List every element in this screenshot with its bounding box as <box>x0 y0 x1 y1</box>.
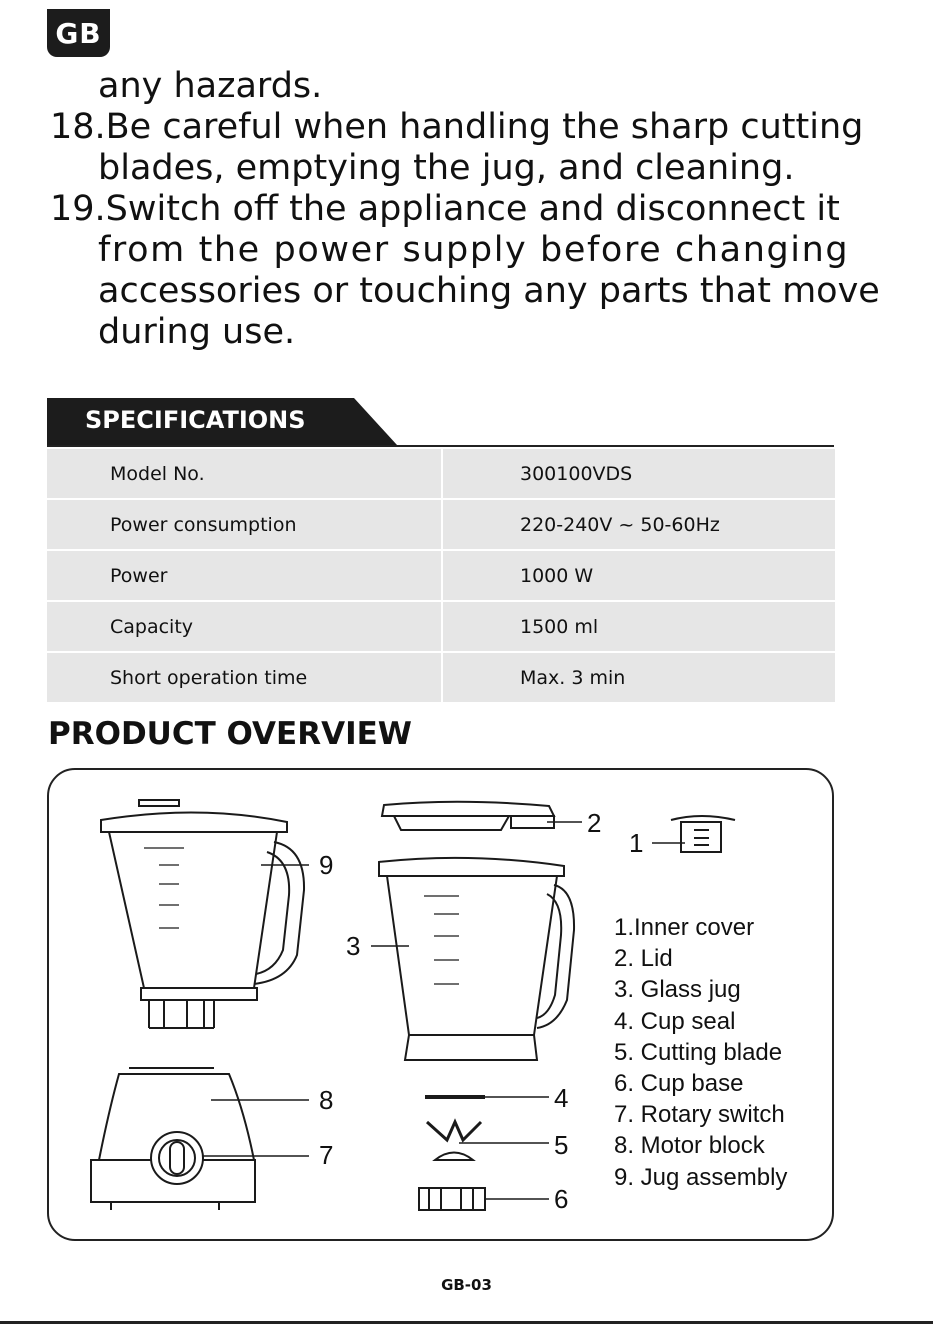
page-number: GB-03 <box>441 1276 492 1294</box>
spec-value: 300100VDS <box>443 449 835 498</box>
safety-line: during use. <box>98 312 296 352</box>
spec-label: Capacity <box>47 602 443 651</box>
specifications-header <box>47 398 834 448</box>
callout-8: 8 <box>319 1085 334 1115</box>
spec-label: Power <box>47 551 443 600</box>
callout-1: 1 <box>629 828 644 858</box>
legend-item: 7. Rotary switch <box>614 1101 785 1129</box>
spec-label: Model No. <box>47 449 443 498</box>
product-diagram <box>47 768 834 1241</box>
spec-value: Max. 3 min <box>443 653 835 702</box>
safety-line: accessories or touching any parts that move <box>98 271 880 311</box>
legend-item: 8. Motor block <box>614 1132 765 1160</box>
table-row <box>47 449 835 498</box>
legend-item: 1.Inner cover <box>614 914 755 941</box>
callout-3: 3 <box>346 931 361 961</box>
legend-item: 2. Lid <box>614 945 673 973</box>
inner-cover-drawing <box>671 816 735 852</box>
safety-item-18: 18.Be careful when handling the sharp cutting <box>50 107 864 147</box>
legend-item: 4. Cup seal <box>614 1007 736 1035</box>
specifications-title: SPECIFICATIONS <box>85 406 306 434</box>
motor-block-drawing <box>91 1068 255 1210</box>
spec-label: Short operation time <box>47 653 443 702</box>
table-row <box>47 653 835 702</box>
callout-6: 6 <box>554 1184 569 1214</box>
table-row <box>47 602 835 651</box>
safety-line: from the power supply before changing <box>98 230 850 270</box>
specifications-table <box>47 447 835 704</box>
table-row <box>47 500 835 549</box>
spec-label: Power consumption <box>47 500 443 549</box>
lid-drawing <box>382 802 554 830</box>
legend-item: 5. Cutting blade <box>614 1038 783 1066</box>
glass-jug-drawing <box>379 858 574 1060</box>
parts-legend <box>614 912 787 1193</box>
safety-instructions <box>50 66 880 353</box>
product-overview-title: PRODUCT OVERVIEW <box>48 716 412 752</box>
jug-assembly-drawing <box>101 800 304 1028</box>
callout-2: 2 <box>587 808 602 838</box>
spec-value: 1500 ml <box>443 602 835 651</box>
cup-base-drawing <box>419 1188 485 1210</box>
legend-item: 9. Jug assembly <box>614 1163 788 1191</box>
safety-item-19: 19.Switch off the appliance and disconnect it <box>50 189 840 229</box>
table-row <box>47 551 835 600</box>
language-badge: GB <box>47 9 110 57</box>
safety-line: blades, emptying the jug, and cleaning. <box>98 148 795 188</box>
safety-line: any hazards. <box>98 66 323 106</box>
callout-9: 9 <box>319 850 334 880</box>
cutting-blade-drawing <box>427 1122 481 1160</box>
spec-value: 1000 W <box>443 551 835 600</box>
callout-7: 7 <box>319 1140 334 1170</box>
legend-item: 6. Cup base <box>614 1070 744 1098</box>
callout-4: 4 <box>554 1083 569 1113</box>
legend-item: 3. Glass jug <box>614 976 741 1004</box>
callout-5: 5 <box>554 1130 569 1160</box>
spec-value: 220-240V ~ 50-60Hz <box>443 500 835 549</box>
